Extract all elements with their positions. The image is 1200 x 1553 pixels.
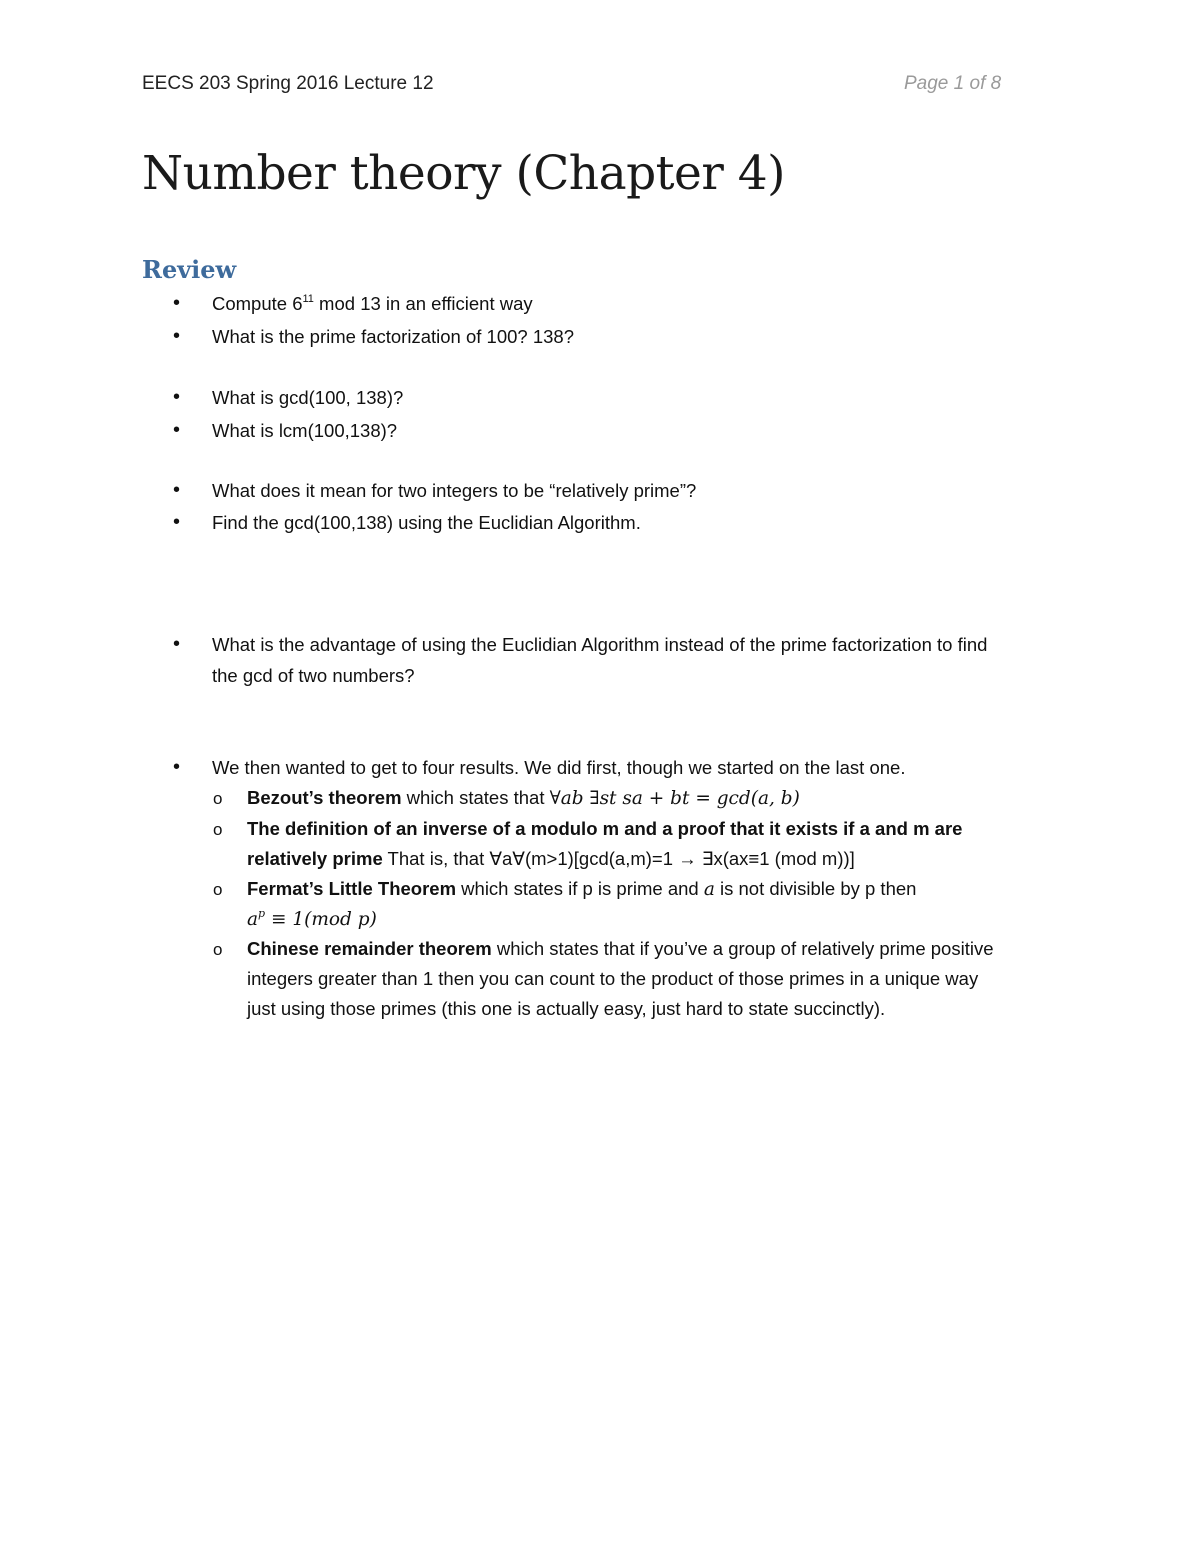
- result-bezout-formula: ∀ab ∃st sa + bt = gcd(a, b): [549, 788, 800, 809]
- bullet-icon: •: [173, 479, 181, 501]
- result-crt-line-2: integers greater than 1 then you can count to the product of those primes in a unique way: [247, 968, 979, 989]
- bullet-icon: •: [173, 756, 181, 778]
- fermat-exponent: p: [258, 907, 266, 920]
- bullet-icon: •: [173, 325, 181, 347]
- review-item-6: Find the gcd(100,138) using the Euclidian Algorithm.: [212, 512, 641, 533]
- result-inverse-formula: That is, that ∀a∀(m>1)[gcd(a,m)=1 → ∃x(ax≡1 (mod m))]: [382, 848, 855, 869]
- review-item-5: What does it mean for two integers to be “relatively prime”?: [212, 480, 697, 501]
- bullet-icon: •: [173, 633, 181, 655]
- sub-bullet-icon: o: [213, 940, 223, 959]
- q1-text-tail: mod 13 in an efficient way: [313, 293, 533, 314]
- result-fermat-var: a: [703, 879, 715, 900]
- fermat-base: a: [247, 909, 259, 930]
- result-fermat-text-tail: is not divisible by p then: [714, 878, 917, 899]
- result-crt-title: Chinese remainder theorem: [247, 938, 492, 959]
- review-item-3: What is gcd(100, 138)?: [212, 387, 404, 408]
- review-item-7-line-1: What is the advantage of using the Euclidian Algorithm instead of the prime factorization to find: [212, 634, 988, 655]
- result-fermat-text: which states if p is prime and: [456, 878, 704, 899]
- result-inverse-line-1: The definition of an inverse of a modulo m and a proof that it exists if a and m are: [247, 818, 963, 839]
- bullet-icon: •: [173, 386, 181, 408]
- result-bezout-text: which states that: [401, 787, 550, 808]
- section-heading-review: Review: [142, 255, 237, 284]
- document-header: EECS 203 Spring 2016 Lecture 12: [142, 73, 434, 94]
- review-item-1: [212, 293, 533, 315]
- sub-bullet-icon: o: [213, 789, 223, 808]
- result-fermat-line-2: [247, 908, 377, 930]
- bullet-icon: •: [173, 292, 181, 314]
- review-item-8: We then wanted to get to four results. We did first, though we started on the last one.: [212, 757, 906, 778]
- result-bezout: [247, 787, 800, 809]
- result-inverse-line-2: [247, 848, 855, 870]
- result-bezout-title: Bezout’s theorem: [247, 787, 402, 808]
- sub-bullet-icon: o: [213, 820, 223, 839]
- q1-exponent: 11: [302, 293, 314, 305]
- bullet-icon: •: [173, 419, 181, 441]
- q1-text: Compute 6: [212, 293, 303, 314]
- bullet-icon: •: [173, 511, 181, 533]
- result-crt-line-3: just using those primes (this one is actually easy, just hard to state succinctly).: [247, 998, 886, 1019]
- page-number: Page 1 of 8: [904, 73, 1002, 94]
- page-title: Number theory (Chapter 4): [142, 146, 786, 201]
- sub-bullet-icon: o: [213, 880, 223, 899]
- result-crt-line-1: [247, 938, 994, 960]
- result-fermat-title: Fermat’s Little Theorem: [247, 878, 457, 899]
- review-item-2: What is the prime factorization of 100? 138?: [212, 326, 574, 347]
- review-item-4: What is lcm(100,138)?: [212, 420, 398, 441]
- fermat-congruence: ≡ 1(mod p): [265, 909, 377, 930]
- result-fermat-line-1: [247, 878, 916, 900]
- result-crt-text: which states that if you’ve a group of relatively prime positive: [491, 938, 994, 959]
- result-inverse-bold: relatively prime: [247, 848, 383, 869]
- review-item-7-line-2: the gcd of two numbers?: [212, 665, 415, 686]
